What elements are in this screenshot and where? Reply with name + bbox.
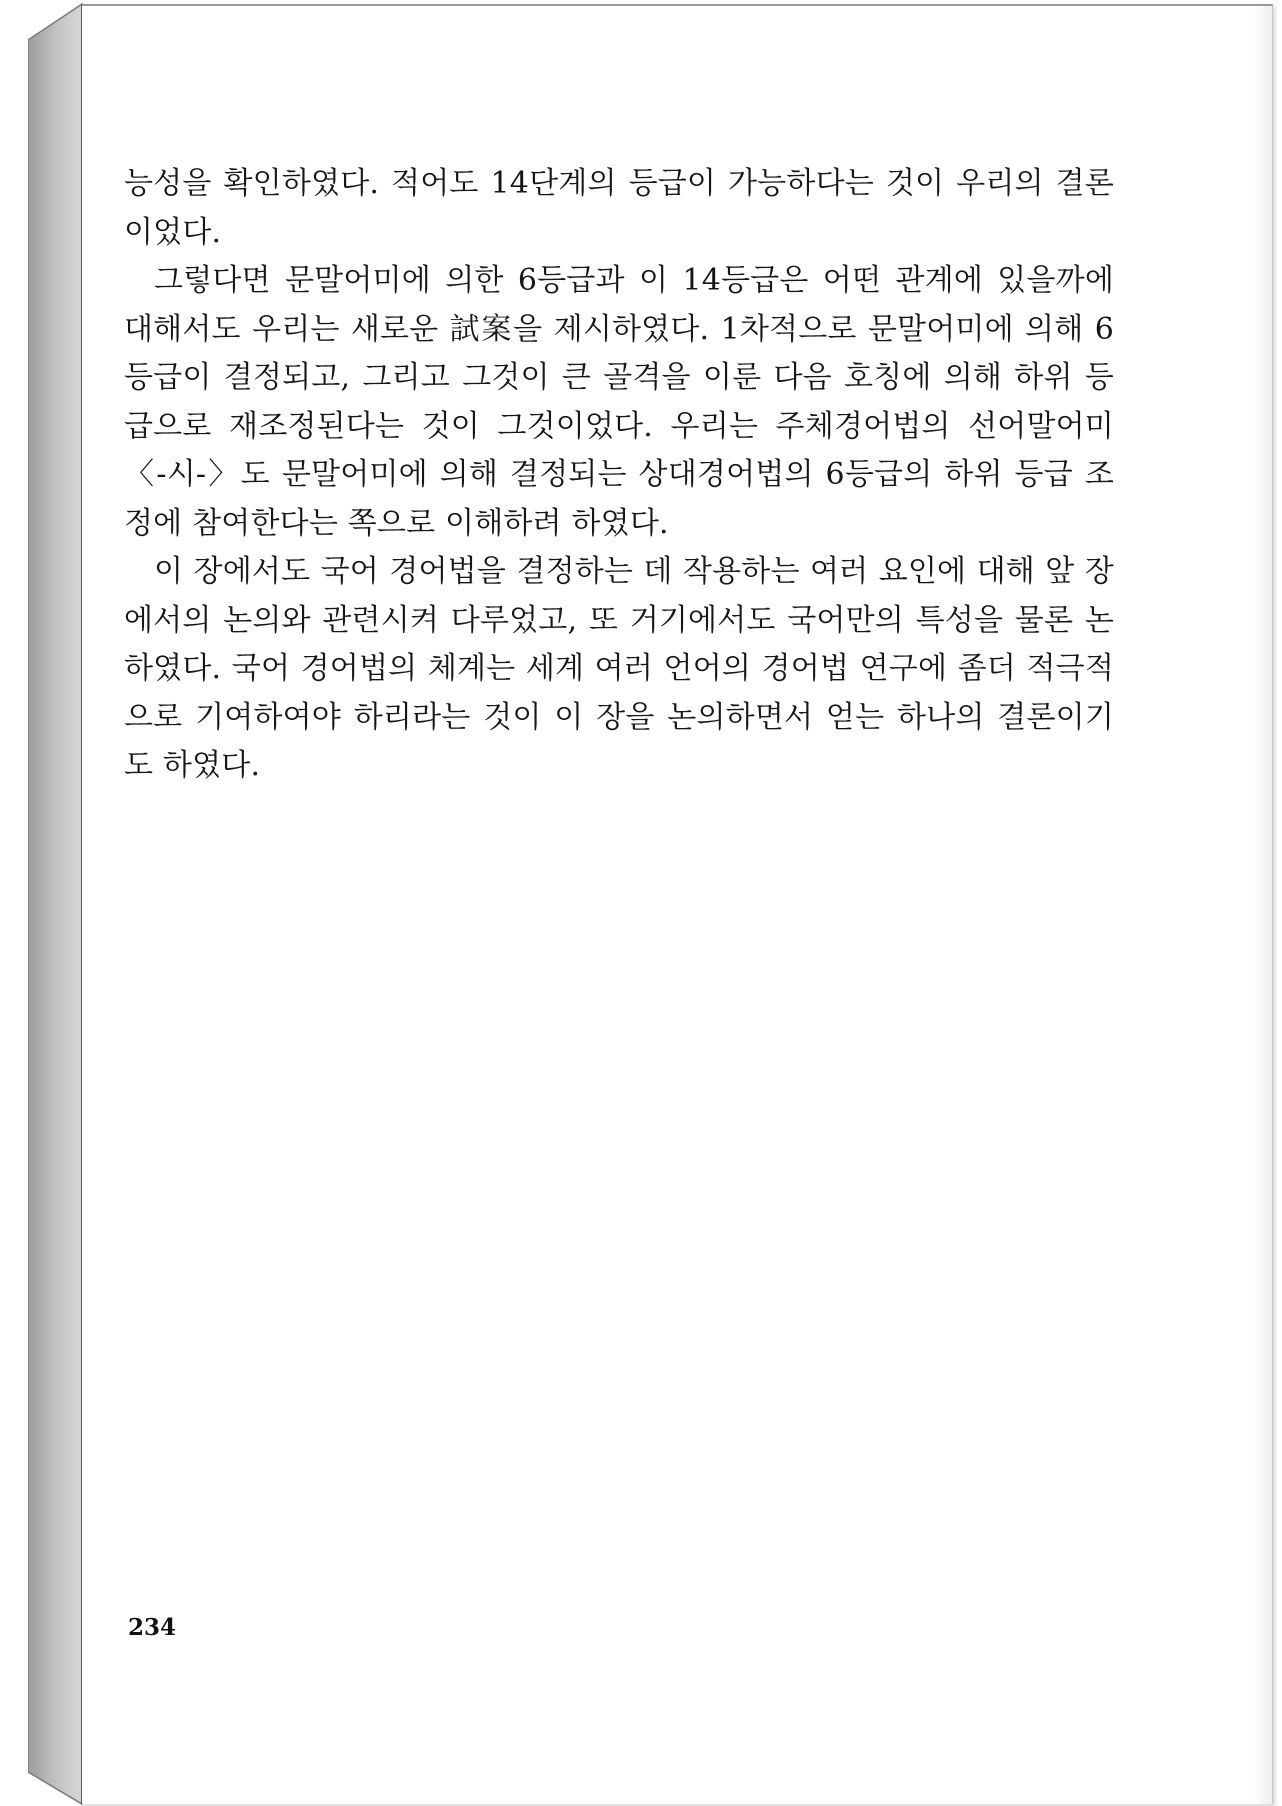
page-edge-shading [1254, 6, 1272, 1804]
book-spine-graphic [28, 2, 88, 1806]
page-number: 234 [128, 1614, 177, 1641]
paragraph-3: 이 장에서도 국어 경어법을 결정하는 데 작용하는 여러 요인에 대해 앞 장에서의 논의와 관련시켜 다루었고, 또 거기에서도 국어만의 특성을 물론 논하였다. 국어 경어법의 체계는 세계 여러 언어의 경어법 연구에 좀더 적극적으로 기여하여야 하리라는 것이 이 장을 논의하면서 얻는 하나의 결론이기도 하였다. [124, 554, 1114, 783]
body-text [124, 160, 1114, 791]
paragraph-2: 그렇다면 문말어미에 의한 6등급과 이 14등급은 어떤 관계에 있을까에 대해서도 우리는 새로운 試案을 제시하였다. 1차적으로 문말어미에 의해 6등급이 결정되고, 그리고 그것이 큰 골격을 이룬 다음 호칭에 의해 하위 등급으로 재조정된다는 것이 그것이었다. 우리는 주체경어법의 선어말어미 〈-시-〉도 문말어미에 의해 결정되는 상대경어법의 6등급의 하위 등급 조정에 참여한다는 쪽으로 이해하려 하였다. [124, 263, 1114, 541]
paragraph-1: 능성을 확인하였다. 적어도 14단계의 등급이 가능하다는 것이 우리의 결론이었다. [124, 166, 1114, 250]
